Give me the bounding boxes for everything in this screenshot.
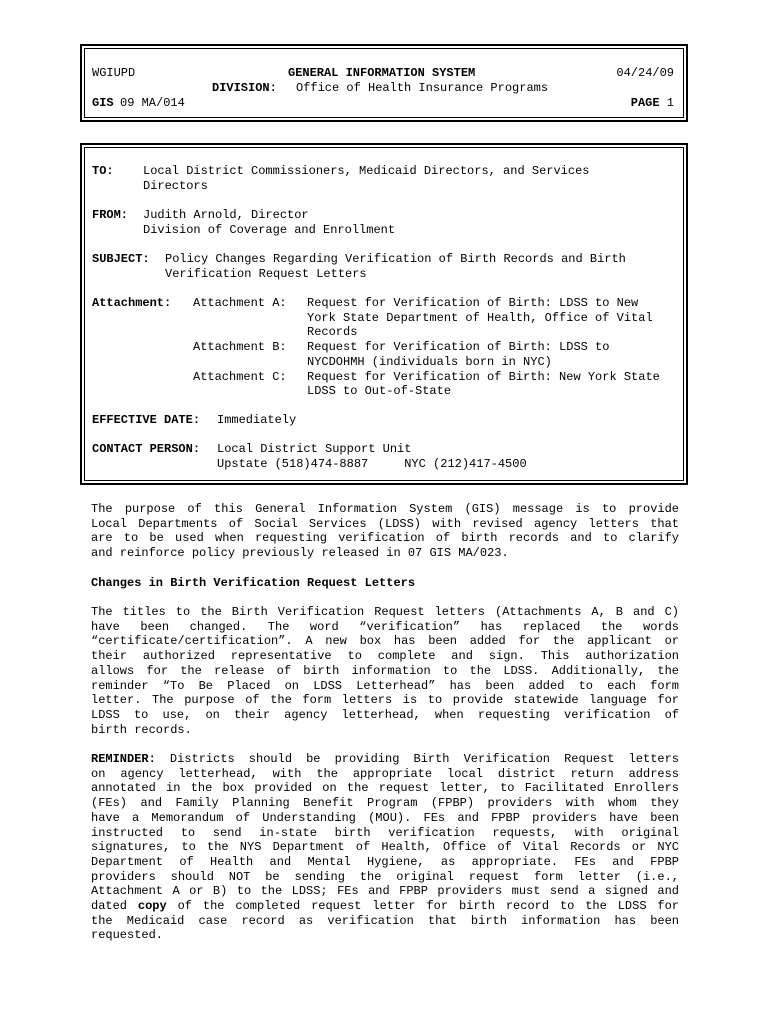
reminder-line: signatures, to the NYS Department of Health, Office of Vital Records or NYC (91, 840, 679, 855)
gis-label: GIS (92, 96, 114, 110)
changes-line: letter. The purpose of the form letters is to provide statewide language for (91, 693, 679, 708)
reminder-line: the Medicaid case record as verification that birth information has been (91, 913, 679, 928)
attachment-a-label: Attachment A: (193, 296, 287, 310)
from-line-1: Judith Arnold, Director (143, 208, 309, 222)
memo-box (80, 143, 688, 485)
doc-code: WGIUPD (92, 66, 136, 80)
attachment-b-line: Request for Verification of Birth: LDSS to (307, 340, 610, 354)
reminder-copy-emphasis: copy (137, 899, 167, 914)
reminder-line: Attachment A or B) to the LDSS; FEs and FPBP providers must send a signed and (91, 884, 679, 899)
reminder-after-copy: of the completed request letter for birth record to the LDSS for (177, 899, 680, 914)
gis-number: 09 MA/014 (120, 96, 185, 110)
purpose-line: Local Departments of Social Services (LDSS) with revised agency letters that (91, 516, 679, 531)
changes-line: allows for the release of birth information to the LDSS. Additionally, the (91, 663, 679, 678)
reminder-first-text: Districts should be providing Birth Verification Request letters (169, 752, 680, 766)
reminder-line: on agency letterhead, with the appropriate local district return address (91, 766, 679, 781)
contact-label: CONTACT PERSON: (92, 442, 201, 456)
doc-date: 04/24/09 (616, 66, 674, 80)
division-value: Office of Health Insurance Programs (296, 81, 549, 95)
page-label: PAGE (630, 96, 660, 110)
reminder-line: annotated in the box provided on the request letter, to Facilitated Enrollers (91, 781, 679, 796)
reminder-line: Department of Health and Mental Hygiene, as appropriate. FEs and FPBP (91, 854, 679, 869)
subject-line-1: Policy Changes Regarding Verification of Birth Records and Birth (165, 252, 626, 266)
purpose-line: The purpose of this General Information System (GIS) message is to provide (91, 502, 679, 516)
page-number: 1 (666, 96, 674, 110)
page-indicator (631, 96, 674, 110)
from-label: FROM: (92, 208, 129, 222)
reminder-line (91, 899, 679, 914)
subject-line-2: Verification Request Letters (165, 267, 367, 281)
changes-line: birth records. (91, 722, 192, 737)
purpose-line: and reinforce policy previously released in 07 GIS MA/023. (91, 546, 509, 561)
reminder-paragraph (91, 752, 679, 943)
reminder-dated: dated (91, 899, 128, 914)
reminder-line: have a Memorandum of Understanding (MOU). FEs and FPBP providers have been (91, 810, 679, 825)
changes-line: their authorized representative to complete and sign. This authorization (91, 649, 679, 664)
reminder-line: providers should NOT be sending the original request form letter (i.e., (91, 869, 679, 884)
purpose-paragraph (91, 502, 679, 561)
purpose-line: are to be used when requesting verification of birth records and to clarify (91, 531, 679, 546)
attachment-c-line: LDSS to Out-of-State (307, 384, 452, 398)
effective-date-label: EFFECTIVE DATE: (92, 413, 201, 427)
changes-line: The titles to the Birth Verification Request letters (Attachments A, B and C) (91, 605, 679, 619)
changes-line: LDSS to use, on their agency letterhead, when requesting verification of (91, 707, 679, 722)
reminder-label: REMINDER: (91, 752, 156, 766)
contact-line-2: Upstate (518)474-8887 NYC (212)417-4500 (217, 457, 527, 471)
attachment-c-label: Attachment C: (193, 370, 287, 384)
reminder-line (91, 752, 679, 767)
subject-label: SUBJECT: (92, 252, 150, 266)
attachment-b-line: NYCDOHMH (individuals born in NYC) (307, 355, 552, 369)
attachment-b-label: Attachment B: (193, 340, 287, 354)
attachment-a-line: Request for Verification of Birth: LDSS to New (307, 296, 639, 310)
attachment-a-line: York State Department of Health, Office of Vital (307, 311, 653, 325)
reminder-line: requested. (91, 928, 164, 943)
attachment-label: Attachment: (92, 296, 172, 310)
reminder-line: (FEs) and Family Planning Benefit Program (FPBP) providers with whom they (91, 796, 679, 811)
to-line-1: Local District Commissioners, Medicaid Directors, and Services (143, 164, 590, 178)
changes-line: reminder “To Be Placed on LDSS Letterhead” has been added to each form (91, 678, 679, 693)
attachment-a-line: Records (307, 325, 358, 339)
section-heading: Changes in Birth Verification Request Letters (91, 576, 416, 590)
contact-line-1: Local District Support Unit (217, 442, 412, 456)
to-line-2: Directors (143, 179, 208, 193)
reminder-line: instructed to send in-state birth verification requests, with original (91, 825, 679, 840)
effective-date-value: Immediately (217, 413, 297, 427)
changes-line: have been changed. The word “verification” has replaced the words (91, 619, 679, 634)
changes-line: “certificate/certification”. A new box has been added for the applicant or (91, 634, 679, 649)
changes-paragraph (91, 605, 679, 737)
from-line-2: Division of Coverage and Enrollment (143, 223, 396, 237)
to-label: TO: (92, 164, 114, 178)
division-label: DIVISION: (212, 81, 277, 95)
system-title: GENERAL INFORMATION SYSTEM (288, 66, 476, 80)
header-box (80, 44, 688, 122)
attachment-c-line: Request for Verification of Birth: New York State (307, 370, 660, 384)
